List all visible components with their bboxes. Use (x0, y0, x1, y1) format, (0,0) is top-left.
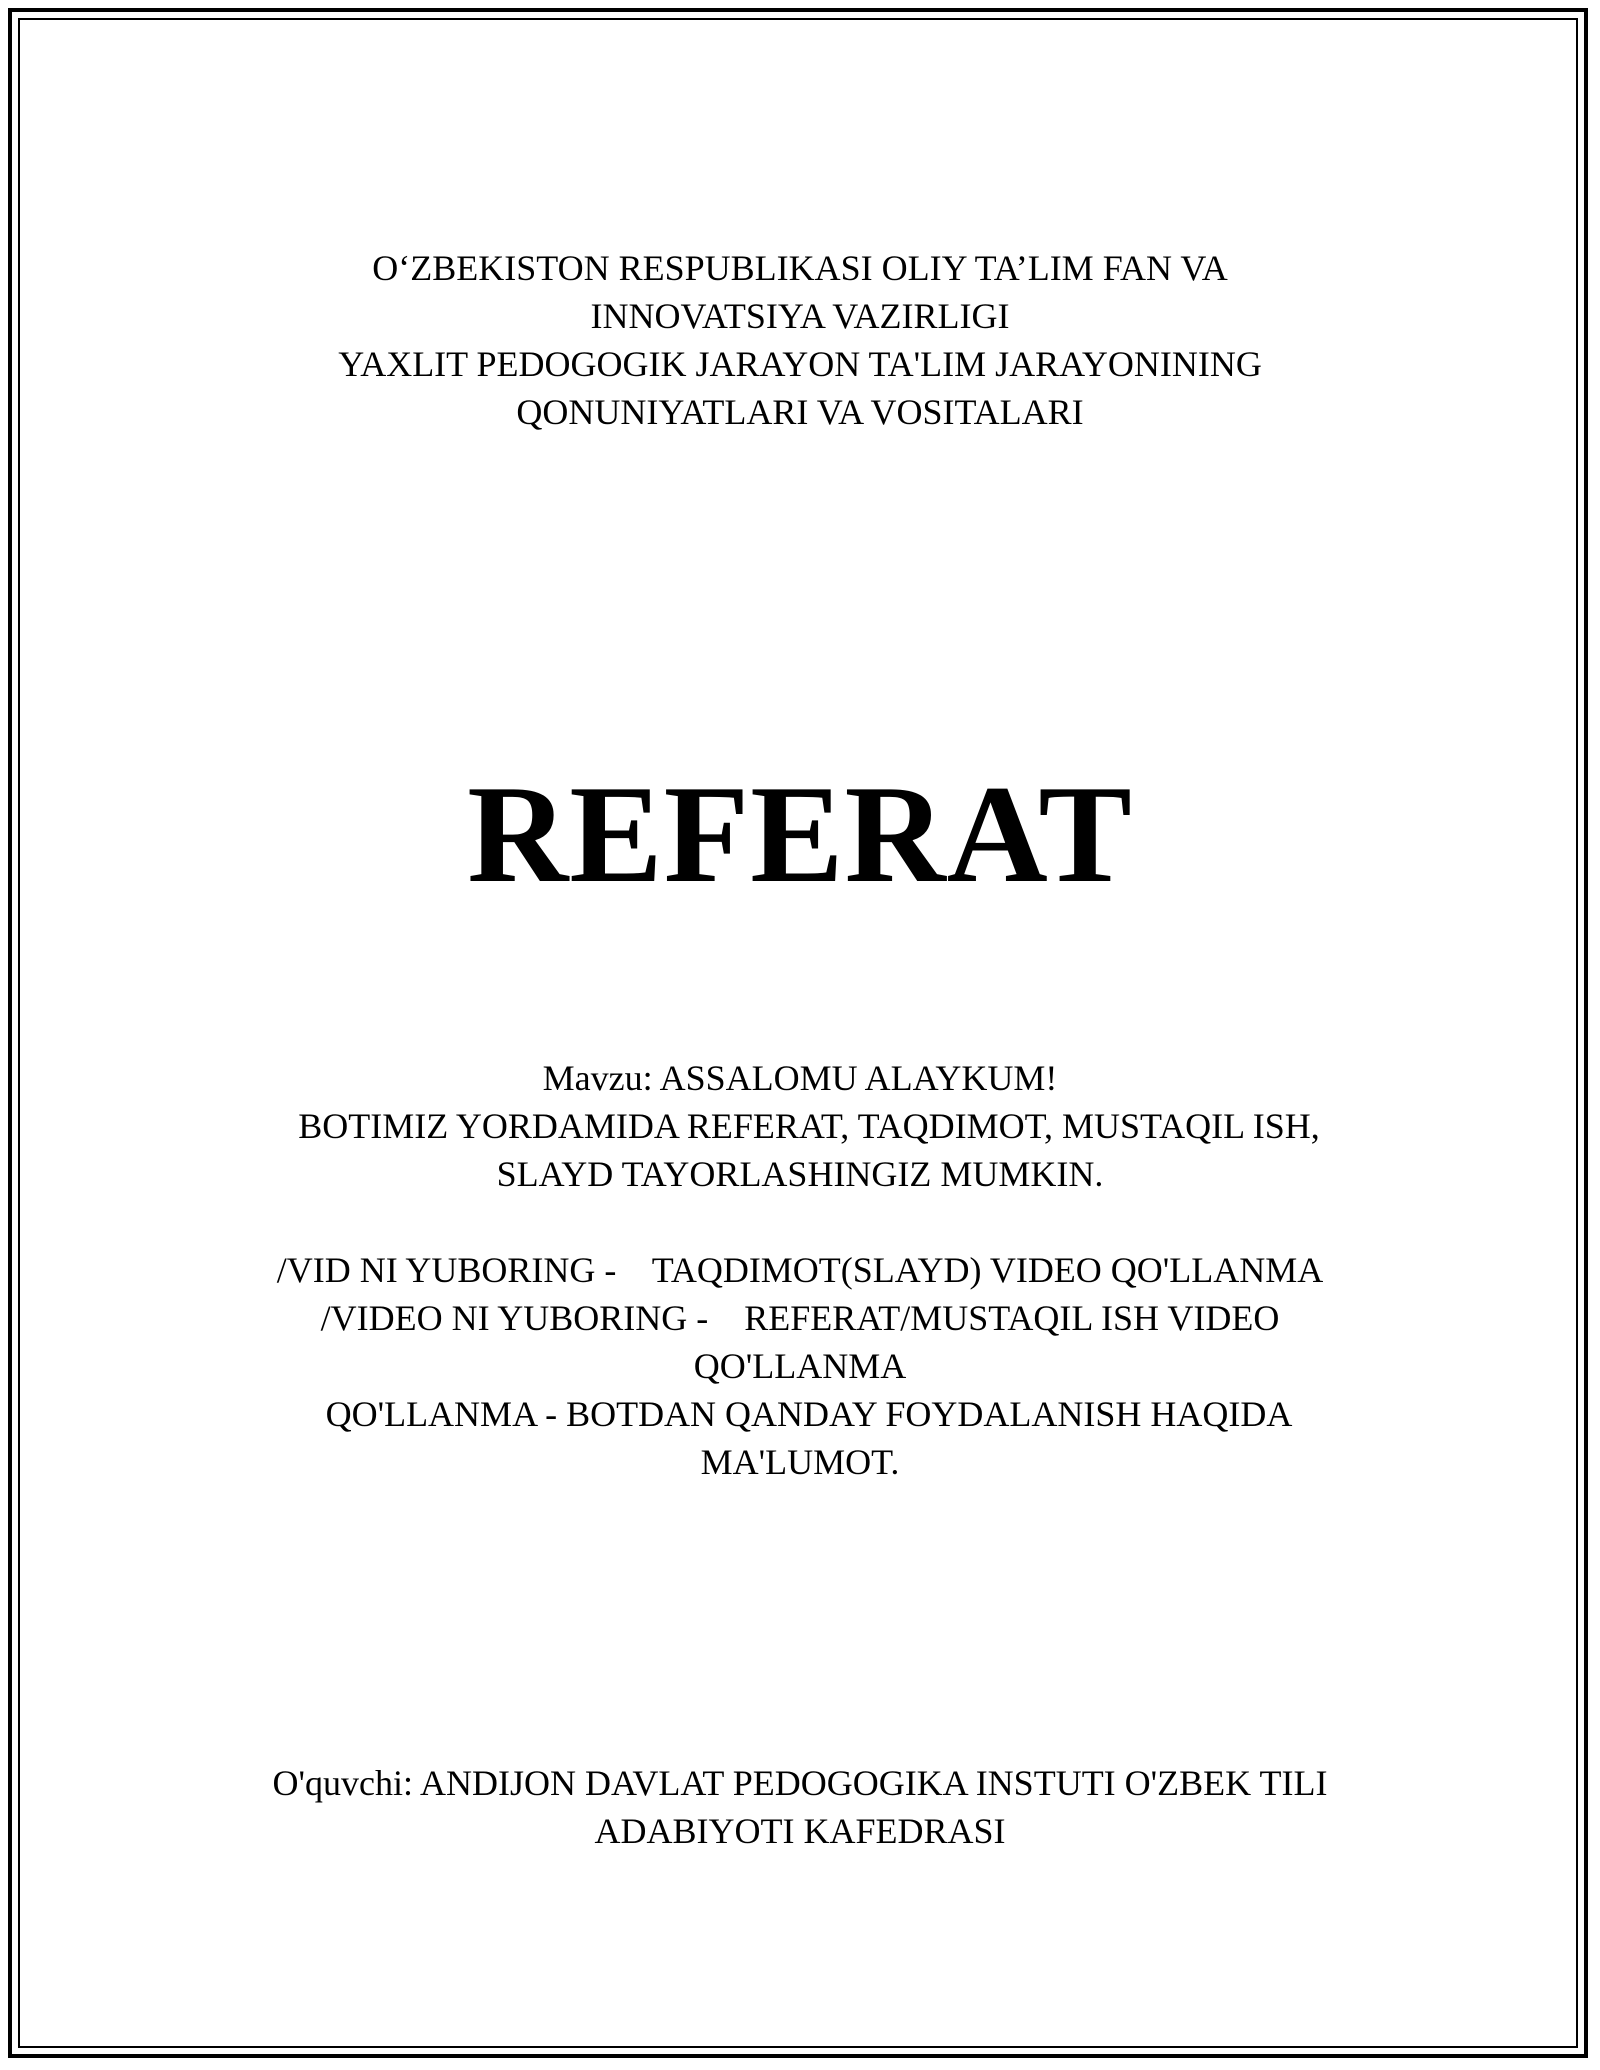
topic-spacer (200, 1198, 1400, 1246)
topic-line: Mavzu: ASSALOMU ALAYKUM! (542, 1058, 1058, 1098)
instruction-line: QO'LLANMA - BOTDAN QANDAY FOYDALANISH HAQIDA (307, 1394, 1293, 1434)
student-line: O'quvchi: ANDIJON DAVLAT PEDOGOGIKA INSTUTI O'ZBEK TILI (272, 1763, 1328, 1803)
student-info (200, 1759, 1400, 1855)
header-line: INNOVATSIYA VAZIRLIGI (590, 296, 1010, 336)
topic-line: BOTIMIZ YORDAMIDA REFERAT, TAQDIMOT, MUSTAQIL ISH, (280, 1106, 1320, 1146)
document-title: REFERAT (467, 757, 1133, 912)
instruction-line: MA'LUMOT. (700, 1442, 900, 1482)
student-line: ADABIYOTI KAFEDRASI (594, 1811, 1006, 1851)
instruction-line: /VIDEO NI YUBORING - REFERAT/MUSTAQIL ISH VIDEO (320, 1298, 1280, 1338)
topic-section (200, 1054, 1400, 1486)
ministry-header (200, 244, 1400, 436)
instruction-line: QO'LLANMA (693, 1346, 907, 1386)
topic-line: SLAYD TAYORLASHINGIZ MUMKIN. (496, 1154, 1104, 1194)
header-line: QONUNIYATLARI VA VOSITALARI (516, 392, 1084, 432)
header-line: YAXLIT PEDOGOGIK JARAYON TA'LIM JARAYONINING (338, 344, 1262, 384)
header-line: O‘ZBEKISTON RESPUBLIKASI OLIY TA’LIM FAN VA (372, 248, 1228, 288)
instruction-line: /VID NI YUBORING - TAQDIMOT(SLAYD) VIDEO QO'LLANMA (276, 1250, 1324, 1290)
